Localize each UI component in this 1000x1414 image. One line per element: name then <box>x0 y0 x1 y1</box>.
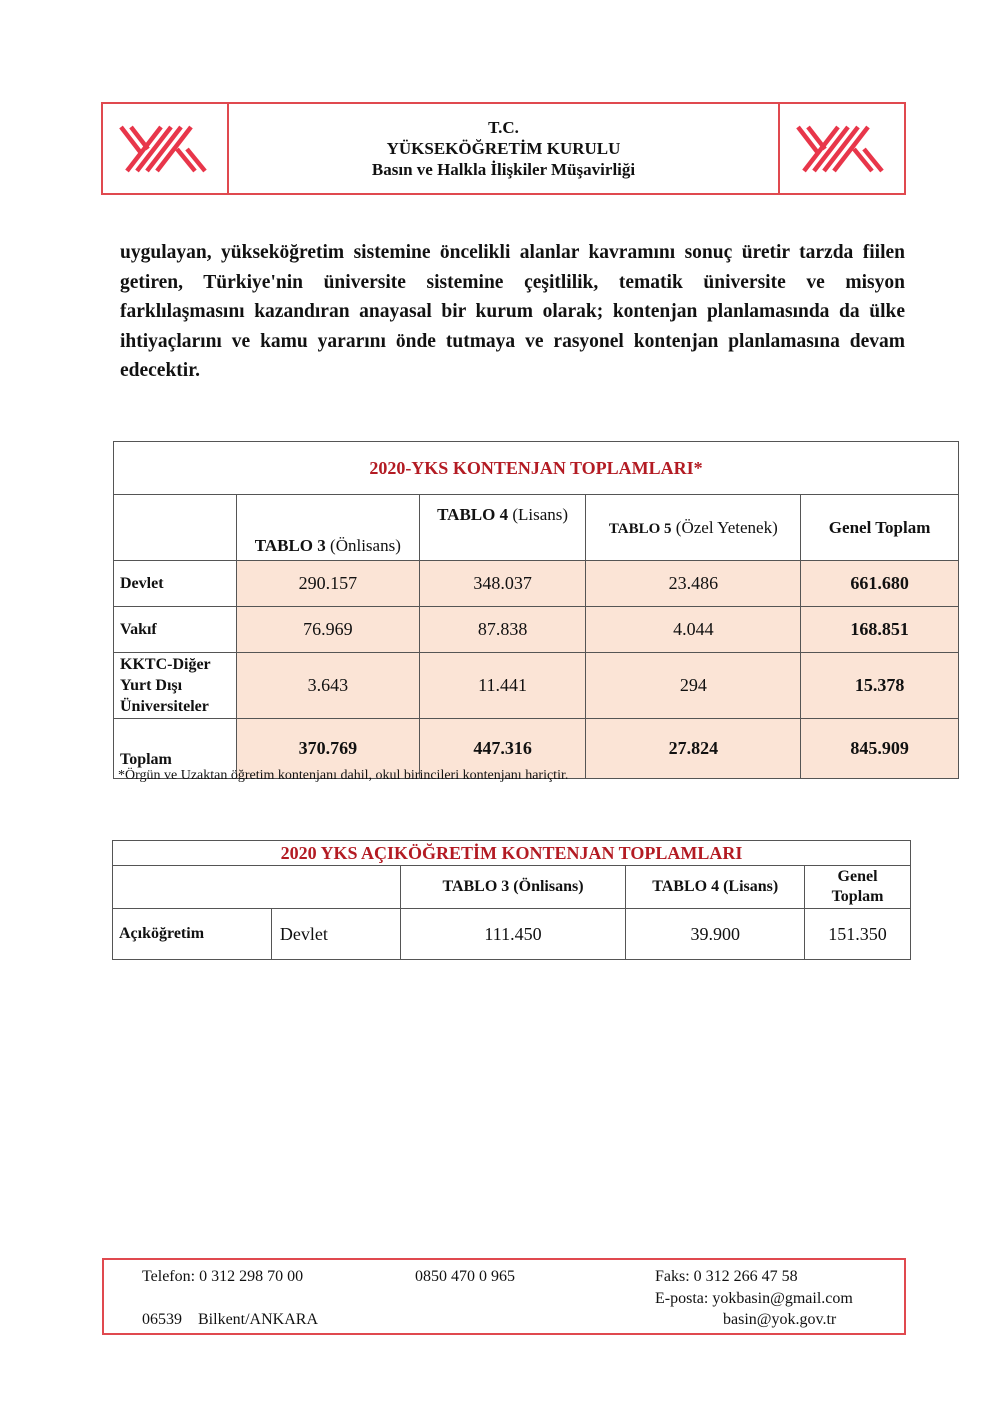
yok-logo-icon <box>117 123 213 175</box>
footer-fax: Faks: 0 312 266 47 58 <box>655 1268 798 1285</box>
table2-title: 2020 YKS AÇIKÖĞRETİM KONTENJAN TOPLAMLARI <box>113 841 911 866</box>
footer-email1: E-posta: yokbasin@gmail.com <box>655 1290 853 1307</box>
footer-contact <box>102 1258 906 1335</box>
table-row <box>113 909 911 960</box>
cell: 39.900 <box>626 909 805 960</box>
row-label: Açıköğretim <box>113 909 272 960</box>
table-row <box>114 561 959 607</box>
yok-logo-left <box>103 104 229 193</box>
header-line-3: Basın ve Halkla İlişkiler Müşavirliği <box>371 160 636 179</box>
table1-title: 2020-YKS KONTENJAN TOPLAMLARI* <box>114 442 959 495</box>
col-header-tablo3: TABLO 3 (Önlisans) <box>400 866 626 909</box>
cell: 76.969 <box>236 607 419 653</box>
cell: 23.486 <box>586 561 801 607</box>
table1-footnote: *Örgün ve Uzaktan öğretim kontenjanı dahil, okul birincileri kontenjanı hariçtir. <box>118 768 569 783</box>
table-row <box>114 653 959 719</box>
cell-total: 27.824 <box>586 719 801 779</box>
letterhead-title <box>229 104 778 193</box>
footer-email2: basin@yok.gov.tr <box>723 1311 837 1328</box>
cell-total: 168.851 <box>801 607 959 653</box>
cell: 111.450 <box>400 909 626 960</box>
row-label: Vakıf <box>114 607 237 653</box>
cell: 11.441 <box>419 653 586 719</box>
cell-total: 661.680 <box>801 561 959 607</box>
cell-total: 845.909 <box>801 719 959 779</box>
row-label: Toplam <box>114 719 237 779</box>
cell-total: 151.350 <box>805 909 911 960</box>
yok-logo-right <box>778 104 904 193</box>
row-sublabel: Devlet <box>271 909 400 960</box>
col-header-tablo4: TABLO 4 (Lisans) <box>626 866 805 909</box>
table-row <box>114 607 959 653</box>
empty-header-cell <box>113 866 401 909</box>
body-paragraph: uygulayan, yükseköğretim sistemine öncelikli alanlar kavramını sonuç üretir tarzda fiilen getiren, Türkiye'nin üniversite sistemine çeşitlilik, tematik üniversite ve misyon farklılaşmasını kazandıran anayasal bir kurum olarak; kontenjan planlamasında da ülke ihtiyaçlarını ve kamu yararını önde tutmaya ve rasyonel kontenjan planlamasına devam edecektir. <box>120 242 905 381</box>
cell: 294 <box>586 653 801 719</box>
cell: 3.643 <box>236 653 419 719</box>
empty-header-cell <box>114 495 237 561</box>
yok-logo-icon <box>794 123 890 175</box>
footer-address: 06539 Bilkent/ANKARA <box>142 1311 318 1328</box>
acikogretim-quota-table <box>112 840 911 960</box>
col-header-genel-toplam: Genel Toplam <box>801 495 959 561</box>
letterhead <box>101 102 906 195</box>
cell: 290.157 <box>236 561 419 607</box>
row-label: KKTC-Diğer Yurt Dışı Üniversiteler <box>114 653 237 719</box>
cell: 4.044 <box>586 607 801 653</box>
cell-total: 370.769 <box>236 719 419 779</box>
row-label: Devlet <box>114 561 237 607</box>
header-line-1: T.C. <box>488 118 519 137</box>
footer-phone2: 0850 470 0 965 <box>415 1268 515 1285</box>
yks-quota-table <box>113 441 959 779</box>
footer-phone: Telefon: 0 312 298 70 00 <box>142 1268 304 1285</box>
col-header-tablo4: TABLO 4 (Lisans) <box>419 495 586 561</box>
cell-total: 447.316 <box>419 719 586 779</box>
header-line-2: YÜKSEKÖĞRETİM KURULU <box>386 139 621 158</box>
col-header-tablo3: TABLO 3 (Önlisans) <box>236 495 419 561</box>
col-header-tablo5: TABLO 5 (Özel Yetenek) <box>586 495 801 561</box>
cell-total: 15.378 <box>801 653 959 719</box>
col-header-genel-toplam: Genel Toplam <box>805 866 911 909</box>
cell: 87.838 <box>419 607 586 653</box>
cell: 348.037 <box>419 561 586 607</box>
